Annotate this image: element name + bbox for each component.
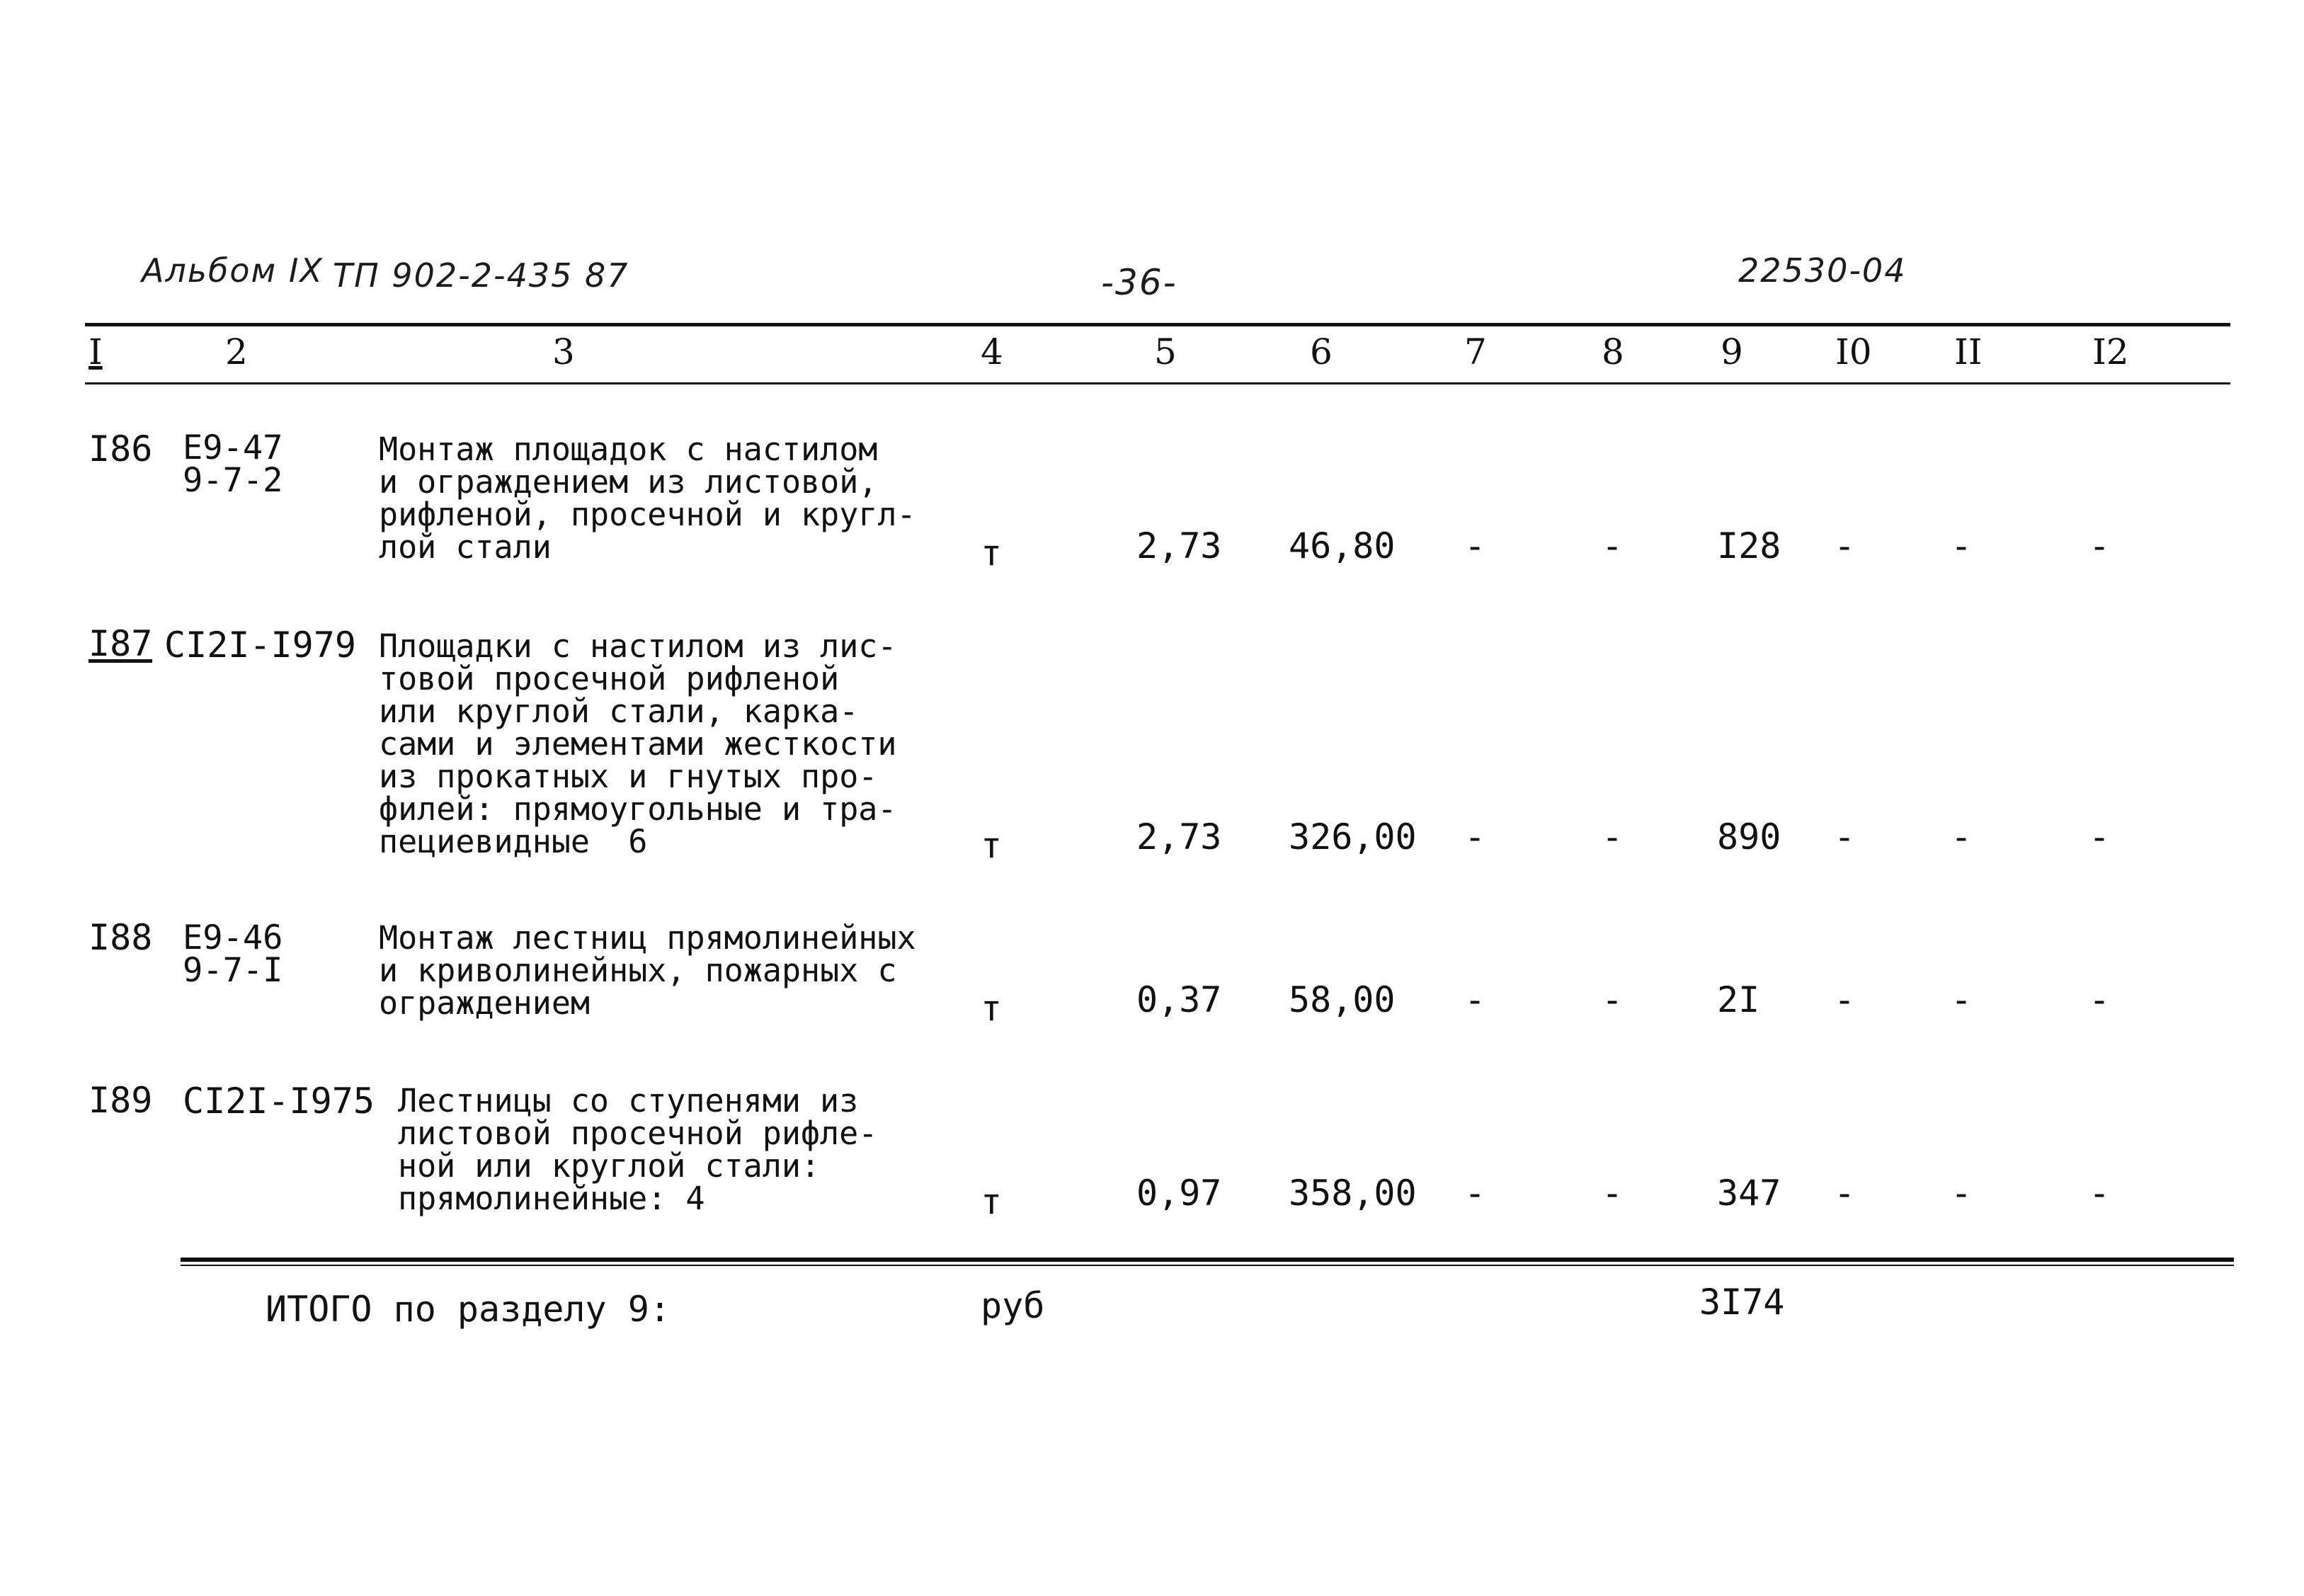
row-number-underlined: I87 xyxy=(89,623,153,664)
row-col12: - xyxy=(2089,1173,2111,1214)
row-code-line: СI2I-I975 xyxy=(183,1081,375,1122)
row-quantity: 0,37 xyxy=(1136,979,1222,1020)
row-col11: - xyxy=(1951,816,1973,857)
column-header-2: 2 xyxy=(225,331,248,372)
total-value: 3I74 xyxy=(1699,1282,1785,1323)
row-quantity: 2,73 xyxy=(1136,816,1222,857)
row-col10: - xyxy=(1834,1173,1856,1214)
total-rule-bottom xyxy=(181,1265,2234,1266)
row-description: Монтаж лестниц прямолинейных и криволинейных, пожарных с ограждением xyxy=(379,919,916,1022)
row-description: Лестницы со ступенями из листовой просечной рифле- ной или круглой стали: прямолинейные: 4 xyxy=(398,1082,878,1217)
row-number: I89 xyxy=(89,1080,153,1121)
column-header-9: 9 xyxy=(1721,331,1743,372)
page-number: -36- xyxy=(1101,262,1177,303)
header-bottom-rule xyxy=(85,382,2230,384)
row-col7: - xyxy=(1464,525,1486,566)
column-header-5: 5 xyxy=(1154,331,1177,372)
row-col11: - xyxy=(1951,525,1973,566)
total-label: ИТОГО по разделу 9: xyxy=(266,1289,671,1330)
row-col9: 2I xyxy=(1717,979,1760,1020)
row-price: 358,00 xyxy=(1289,1173,1417,1214)
row-unit: т xyxy=(981,532,1003,574)
row-code-line: 9-7-2 xyxy=(183,461,283,500)
row-col10: - xyxy=(1834,816,1856,857)
column-header-10: I0 xyxy=(1835,331,1872,372)
column-header-12: I2 xyxy=(2092,331,2129,372)
row-col11: - xyxy=(1951,1173,1973,1214)
row-col7: - xyxy=(1464,816,1486,857)
row-unit: т xyxy=(981,1181,1003,1222)
row-col8: - xyxy=(1602,979,1624,1020)
row-code xyxy=(183,918,283,990)
row-number xyxy=(89,623,152,664)
row-col8: - xyxy=(1602,1173,1624,1214)
row-price: 46,80 xyxy=(1289,525,1396,566)
row-quantity: 2,73 xyxy=(1136,525,1222,566)
row-code-line: Е9-47 xyxy=(183,428,283,467)
row-col12: - xyxy=(2089,525,2111,566)
row-code xyxy=(183,428,283,500)
header-top-rule xyxy=(85,323,2230,326)
row-col7: - xyxy=(1464,1173,1486,1214)
column-header-4: 4 xyxy=(981,331,1003,372)
row-code xyxy=(164,625,356,666)
row-col12: - xyxy=(2089,979,2111,1020)
row-quantity: 0,97 xyxy=(1136,1173,1222,1214)
column-header-1: I xyxy=(89,331,103,372)
album-label: Альбом IX xyxy=(142,251,324,290)
row-col9: I28 xyxy=(1717,525,1781,566)
row-code-line: Е9-46 xyxy=(183,918,283,957)
total-rule-top xyxy=(181,1258,2234,1262)
row-col12: - xyxy=(2089,816,2111,857)
row-col10: - xyxy=(1834,979,1856,1020)
row-description: Монтаж площадок с настилом и ограждением из листовой, рифленой, просечной и кругл- лой стали xyxy=(379,431,916,566)
total-unit: руб xyxy=(981,1285,1045,1326)
column-header-8: 8 xyxy=(1602,331,1624,372)
row-number: I88 xyxy=(89,917,153,958)
row-col9: 890 xyxy=(1717,816,1781,857)
row-price: 326,00 xyxy=(1289,816,1417,857)
row-unit: т xyxy=(981,988,1003,1029)
row-col10: - xyxy=(1834,525,1856,566)
row-code-line: СI2I-I979 xyxy=(164,625,356,666)
row-price: 58,00 xyxy=(1289,979,1396,1020)
row-col8: - xyxy=(1602,525,1624,566)
column-header-7: 7 xyxy=(1464,331,1487,372)
row-code-line: 9-7-I xyxy=(183,951,283,990)
row-col9: 347 xyxy=(1717,1173,1781,1214)
row-col7: - xyxy=(1464,979,1486,1020)
document-code: 22530-04 xyxy=(1738,251,1907,290)
row-unit: т xyxy=(981,825,1003,866)
project-number: ТП 902-2-435 87 xyxy=(333,256,629,295)
row-description: Площадки с настилом из лис- товой просечной рифленой или круглой стали, карка- сами и элементами жесткости из прокатных и гнутых про- филей: прямоугольные и тра- пециевидные 6 xyxy=(379,627,897,860)
row-col11: - xyxy=(1951,979,1973,1020)
column-header-6: 6 xyxy=(1310,331,1333,372)
column-header-3: 3 xyxy=(552,331,575,372)
row-code xyxy=(183,1081,375,1122)
row-col8: - xyxy=(1602,816,1624,857)
column-header-11: II xyxy=(1954,331,1983,372)
row-number: I86 xyxy=(89,428,153,469)
